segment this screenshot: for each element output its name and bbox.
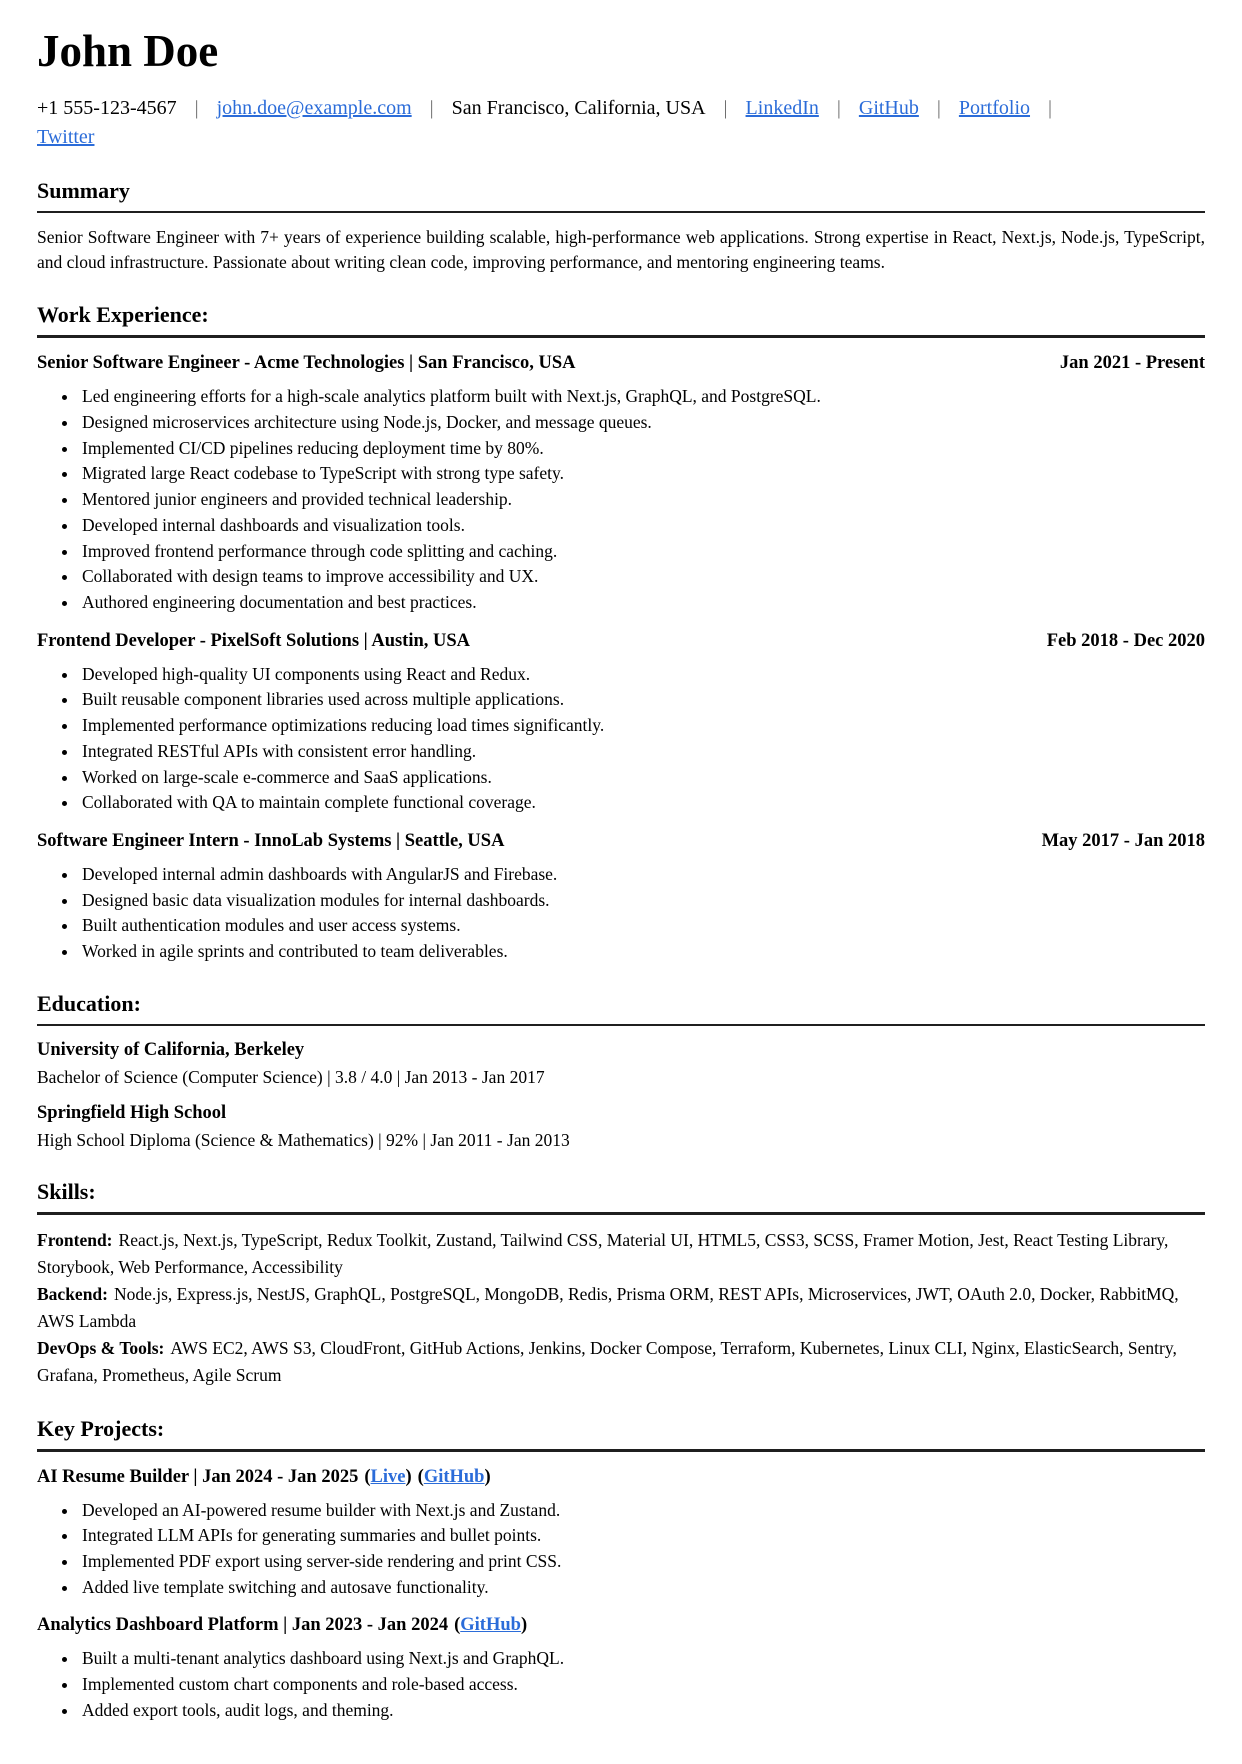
skill-group-items: AWS EC2, AWS S3, CloudFront, GitHub Actions, Jenkins, Docker Compose, Terraform, Kubernetes, Linux CLI, Nginx, ElasticSearch, Sentry, Grafana, Prometheus, Agile Scrum (37, 1338, 1177, 1386)
bullet-item: • Collaborated with design teams to improve accessibility and UX. (79, 564, 1205, 590)
education-heading: Education: (37, 991, 1205, 1026)
section-skills (37, 1179, 1205, 1390)
bullet-item: • Migrated large React codebase to TypeScript with strong type safety. (79, 461, 1205, 487)
paren-close: ) (484, 1466, 491, 1487)
contact-separator: | (194, 96, 199, 119)
project-entry (37, 1615, 1205, 1723)
projects-heading: Key Projects: (37, 1416, 1205, 1452)
paren-open: ( (417, 1466, 424, 1487)
resume-name: John Doe (37, 26, 219, 76)
education-entry (37, 1103, 1205, 1153)
job-head (37, 353, 1205, 374)
job-entry (37, 831, 1205, 965)
bullet-item: • Mentored junior engineers and provided technical leadership. (79, 487, 1205, 513)
project-title-line (37, 1467, 1205, 1488)
project-title: AI Resume Builder | Jan 2024 - Jan 2025 (37, 1466, 359, 1487)
school-detail: Bachelor of Science (Computer Science) | 3.8 / 4.0 | Jan 2013 - Jan 2017 (37, 1066, 545, 1087)
bullet-item: • Implemented custom chart components and role-based access. (79, 1672, 1205, 1698)
school-name: University of California, Berkeley (37, 1039, 305, 1060)
job-bullets (37, 384, 1205, 615)
section-projects (37, 1416, 1205, 1724)
job-dates: Feb 2018 - Dec 2020 (1046, 630, 1205, 651)
school-detail: High School Diploma (Science & Mathematics) | 92% | Jan 2011 - Jan 2013 (37, 1130, 570, 1151)
bullet-item: • Developed an AI-powered resume builder with Next.js and Zustand. (79, 1498, 1205, 1524)
skill-group (37, 1281, 1205, 1335)
bullet-item: • Integrated LLM APIs for generating summaries and bullet points. (79, 1523, 1205, 1549)
bullet-item: • Designed basic data visualization modules for internal dashboards. (79, 888, 1205, 914)
job-title: Software Engineer Intern - InnoLab Systems | Seattle, USA (37, 830, 505, 851)
skill-group-items: Node.js, Express.js, NestJS, GraphQL, PostgreSQL, MongoDB, Redis, Prisma ORM, REST APIs, Microservices, JWT, OAuth 2.0, Docker, RabbitMQ, AWS Lambda (37, 1284, 1179, 1332)
project-bullets (37, 1498, 1205, 1601)
bullet-item: • Worked on large-scale e-commerce and SaaS applications. (79, 765, 1205, 791)
skill-group (37, 1227, 1205, 1281)
bullet-item: • Built authentication modules and user access systems. (79, 913, 1205, 939)
job-entry (37, 631, 1205, 816)
contact-portfolio-link[interactable]: Portfolio (958, 96, 1031, 119)
contact-linkedin-link[interactable]: LinkedIn (745, 96, 819, 119)
bullet-item: • Developed high-quality UI components using React and Redux. (79, 662, 1205, 688)
contact-separator: | (836, 96, 841, 119)
section-education (37, 991, 1205, 1153)
skill-group-label: Backend: (37, 1284, 108, 1305)
paren-close: ) (405, 1466, 412, 1487)
contact-line-2 (37, 123, 1205, 152)
bullet-item: • Collaborated with QA to maintain complete functional coverage. (79, 790, 1205, 816)
bullet-item: • Designed microservices architecture using Node.js, Docker, and message queues. (79, 410, 1205, 436)
bullet-item: • Worked in agile sprints and contributed to team deliverables. (79, 939, 1205, 965)
bullet-item: • Led engineering efforts for a high-scale analytics platform built with Next.js, GraphQL, and PostgreSQL. (79, 384, 1205, 410)
skill-group (37, 1335, 1205, 1389)
skill-group-label: DevOps & Tools: (37, 1338, 165, 1359)
job-title: Senior Software Engineer - Acme Technologies | San Francisco, USA (37, 353, 576, 374)
project-title: Analytics Dashboard Platform | Jan 2023 - Jan 2024 (37, 1615, 449, 1636)
job-title: Frontend Developer - PixelSoft Solutions | Austin, USA (37, 630, 471, 651)
contact-twitter-link[interactable]: Twitter (37, 125, 95, 148)
contact-separator: | (723, 96, 728, 119)
project-entry (37, 1467, 1205, 1601)
contact-separator: | (1048, 96, 1053, 119)
project-github-link[interactable]: GitHub (460, 1615, 521, 1636)
section-summary (37, 178, 1205, 276)
bullet-item: • Built a multi-tenant analytics dashboard using Next.js and GraphQL. (79, 1646, 1205, 1672)
job-bullets (37, 662, 1205, 816)
paren-close: ) (520, 1615, 528, 1636)
bullet-item: • Implemented CI/CD pipelines reducing deployment time by 80%. (79, 436, 1205, 462)
bullet-item: • Authored engineering documentation and best practices. (79, 590, 1205, 616)
work-experience-heading: Work Experience: (37, 302, 1205, 338)
contact-line-1 (37, 94, 1205, 123)
skills-heading: Skills: (37, 1179, 1205, 1215)
contact-phone: +1 555-123-4567 (37, 96, 177, 119)
bullet-item: • Built reusable component libraries used across multiple applications. (79, 687, 1205, 713)
skills-list (37, 1227, 1205, 1390)
project-github-link[interactable]: GitHub (423, 1466, 485, 1487)
summary-text: Senior Software Engineer with 7+ years of experience building scalable, high-performance web applications. Strong expertise in React, Next.js, Node.js, TypeScript, and cloud infrastructure. Passionate about writing clean code, improving performance, and mentoring engineering teams. (37, 226, 1205, 273)
contact-location: San Francisco, California, USA (451, 96, 706, 119)
job-entry (37, 353, 1205, 615)
bullet-item: • Developed internal admin dashboards with AngularJS and Firebase. (79, 862, 1205, 888)
contact-github-link[interactable]: GitHub (858, 96, 919, 119)
skill-group-items: React.js, Next.js, TypeScript, Redux Toolkit, Zustand, Tailwind CSS, Material UI, HTML5, CSS3, SCSS, Framer Motion, Jest, React Testing Library, Storybook, Web Performance, Accessibility (37, 1229, 1169, 1277)
job-dates: Jan 2021 - Present (1059, 353, 1205, 374)
project-bullets (37, 1646, 1205, 1723)
project-title-line (37, 1615, 1205, 1636)
contact-block (37, 94, 1205, 152)
bullet-item: • Added live template switching and autosave functionality. (79, 1575, 1205, 1601)
summary-heading: Summary (37, 178, 1205, 213)
job-bullets (37, 862, 1205, 965)
bullet-item: • Integrated RESTful APIs with consistent error handling. (79, 739, 1205, 765)
bullet-item: • Added export tools, audit logs, and theming. (79, 1698, 1205, 1724)
bullet-item: • Developed internal dashboards and visualization tools. (79, 513, 1205, 539)
job-head (37, 831, 1205, 852)
paren-open: ( (364, 1466, 371, 1487)
project-live-link[interactable]: Live (370, 1466, 406, 1487)
paren-open: ( (454, 1615, 461, 1636)
section-work-experience (37, 302, 1205, 965)
job-head (37, 631, 1205, 652)
contact-separator: | (936, 96, 941, 119)
contact-separator: | (429, 96, 434, 119)
bullet-item: • Implemented PDF export using server-side rendering and print CSS. (79, 1549, 1205, 1575)
contact-email-link[interactable]: john.doe@example.com (216, 96, 412, 119)
bullet-item: • Implemented performance optimizations reducing load times significantly. (79, 713, 1205, 739)
school-name: Springfield High School (37, 1103, 227, 1124)
education-entry (37, 1040, 1205, 1090)
bullet-item: • Improved frontend performance through code splitting and caching. (79, 539, 1205, 565)
job-dates: May 2017 - Jan 2018 (1041, 830, 1205, 851)
skill-group-label: Frontend: (37, 1229, 113, 1250)
